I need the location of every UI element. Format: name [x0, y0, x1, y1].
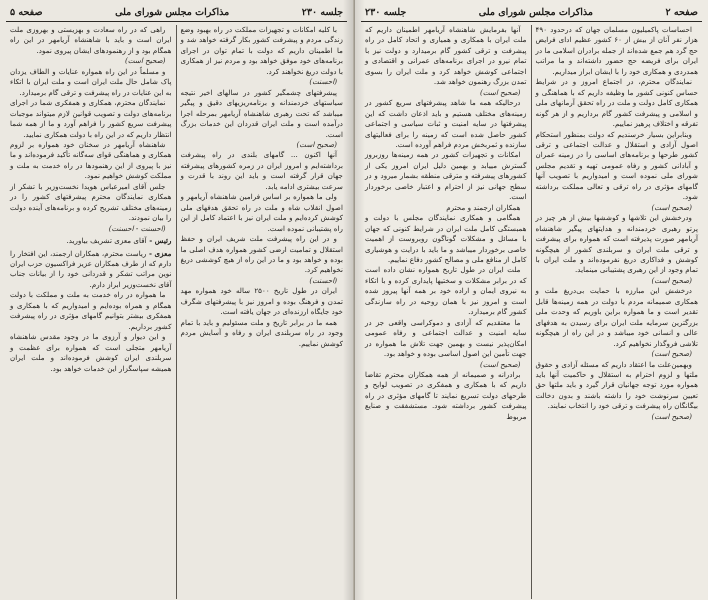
audience-reaction: (احسنت - احسنت) — [108, 223, 166, 233]
page-header — [6, 6, 347, 22]
paragraph: جلس آقای امیرعباس هویدا نخست‌وزیر با تشکر از همکاری نمایندگان محترم پیشرفتهای کشور را در زمینه‌های مختلف تشریح کرده و برنامه‌های آینده دولت را بیان نمودند. — [10, 181, 172, 223]
paragraph: شاهنشاه آریامهر در سخنان خود همواره بر لزوم همکاری و هماهنگی قوای سه‌گانه تأکید فرموده‌اند و ما نیز با پیروی از این رهنمودها در راه خدمت به ملت و مملکت کوشش خواهیم نمود. — [10, 139, 172, 181]
audience-reaction: (صحیح است) — [651, 202, 692, 212]
speaker-text: آقای معزی تشریف بیاورید. — [66, 236, 147, 246]
paragraph: درحالیکه همه ما شاهد پیشرفتهای سریع کشور در زمینه‌های مختلف هستیم و باید اذعان داشت که این پیشرفتها در سایه امنیت و ثبات سیاسی و اجتماعی کشور حاصل شده است که زمینه را برای فعالیتهای سازنده و ثمربخش مردم فراهم آورده است. — [365, 98, 527, 149]
paragraph: برادرانه و صمیمانه از همه همکاران محترم تقاضا داریم که با همکاری و همفکری در تصویب لوایح و طرحهای دولت تسریع نمایند تا گامهای مؤثری در راه پیشرفت کشور برداشته شود. مستشفقت و صنایع مربوط — [365, 369, 527, 421]
speaker-name: معزی - — [148, 248, 172, 258]
text-columns — [6, 25, 347, 599]
page-number: صفحه ۲ — [665, 7, 698, 18]
session-number: جلسه ۲۳۰ — [301, 7, 343, 18]
page-number: صفحه ۵ — [10, 7, 43, 18]
paragraph: همکاران ارجمند و محترم — [446, 202, 521, 212]
paragraph: همه ما در برابر تاریخ و ملت مسئولیم و باید با تمام وجود در راه سربلندی ایران و رفاه و آسایش مردم کوشش نماییم. — [180, 317, 343, 348]
audience-reaction: (صحیح است) — [651, 275, 692, 285]
paragraph: نمایندگان محترم، در اجتماع امروز و در شرایط حساس کنونی کشور ما وظیفه داریم که با هماهنگی و همکاری کامل دولت و ملت در راه تحقق آرمانهای ملی و اسلامی و پیشرفت کشور گام برداریم و از هر گونه تفرقه و اختلاف پرهیز نماییم. — [535, 77, 698, 129]
audience-reaction: (صحیح است) — [479, 359, 521, 369]
text-column — [177, 25, 348, 599]
audience-reaction: (صحیح است) — [651, 349, 692, 359]
audience-reaction: (صحیح است) — [651, 411, 692, 421]
audience-reaction: (احسنت) — [309, 77, 337, 87]
paragraph: آنها اکنون ... گامهای بلندی در راه پیشرفت برداشته‌ایم و امروز ایران در زمره کشورهای پیشرفته جهان قرار گرفته است و باید این روند با قدرت و سرعت بیشتری ادامه یابد. — [180, 150, 343, 191]
publication-title: مذاکرات مجلس شورای ملی — [115, 7, 230, 18]
paragraph: پیشرفتهای چشمگیر کشور در سالهای اخیر نتیجه سیاستهای خردمندانه و برنامه‌ریزیهای دقیق و پیگیر میباشد که تحت رهبری شاهنشاه آریامهر بمرحله اجرا درآمده است و ملت ایران قدردان این خدمات بزرگ است. — [180, 87, 343, 139]
paragraph: همگامی و همکاری نمایندگان مجلس با دولت و همبستگی کامل ملت ایران در شرایط کنونی که جهان با مسائل و مشکلات گوناگون روبروست از اهمیت خاصی برخوردار میباشد و ما باید با درایت و هوشیاری کامل از منافع ملی و مصالح کشور دفاع نماییم. — [365, 213, 527, 264]
speaker-name: رئیس - — [149, 236, 172, 246]
speaker-paragraph — [10, 236, 172, 246]
paragraph: با کلیه امکانات و تجهیزات مملکت در راه بهبود وضع زندگی مردم و پیشرفت کشور بکار گرفته خواهد شد و ما اطمینان داریم که دولت با تمام توان در اجرای برنامه‌های خود موفق خواهد بود و مردم نیز از همکاری با دولت دریغ نخواهند کرد. — [180, 25, 343, 76]
page-header — [361, 6, 702, 22]
paragraph: درخشش این مبارزه با حمایت بی‌دریغ ملت و همکاری صمیمانه مردم با دولت در همه زمینه‌ها قابل تقدیر است و ما همواره براین باوریم که وحدت ملی بزرگترین سرمایه ملت ایران برای رسیدن به هدفهای عالی و انسانی خود میباشد و در این راه از هیچگونه تلاشی فروگذار نخواهیم کرد. — [535, 286, 698, 348]
paragraph: ما همواره در راه خدمت به ملت و مملکت با دولت همگام و همراه بوده‌ایم و امیدواریم که با همکاری و همفکری بیشتر بتوانیم گامهای مؤثری در راه پیشرفت کشور برداریم. — [10, 290, 172, 331]
paragraph: ولی ما همواره بر اساس فرامین شاهنشاه آریامهر و اصول انقلاب شاه و ملت در راه تحقق هدفهای ملی کوشش کرده‌ایم و ملت ایران نیز با اعتماد کامل از این راه پشتیبانی نموده است. — [180, 192, 343, 233]
page-right — [354, 0, 708, 600]
text-column — [532, 25, 703, 599]
publication-title: مذاکرات مجلس شورای ملی — [478, 7, 593, 18]
paragraph: و این دیوار و آرزوی ما در وجود مقدس شاهنشاه آریامهر متجلی است که همواره برای عظمت و سربلندی ایران کوشش فرموده‌اند و ملت ایران همیشه سپاسگزار این خدمات خواهد بود. — [10, 332, 172, 373]
paragraph: امکانات و تجهیزات کشور در همه زمینه‌ها روزبروز گسترش مییابد و بهمین دلیل ایران امروز یکی از کشورهای پیشرفته و مترقی منطقه بشمار میرود و در سطح جهانی نیز از احترام و اعتبار خاصی برخوردار است. — [365, 150, 527, 202]
audience-reaction: (صحیح است) — [479, 87, 521, 97]
paragraph: و مسلماً در این راه همواره عنایات و الطاف یزدان پاک شامل حال ملت ایران است و ملت ایران با اتکاء به این عنایات در راه پیشرفت و ترقی گام برمیدارد. — [10, 66, 172, 97]
text-column — [361, 25, 532, 599]
audience-reaction: (احسنت) — [309, 275, 337, 285]
paragraph: وبنابراین بسیار خرسندیم که دولت بمنظور استحکام اصول آزادی و استقلال و عدالت اجتماعی و ترقی کشور طرحها و برنامه‌های اساسی را در زمینه عمران و آبادانی کشور و رفاه عمومی تهیه و تقدیم مجلس شورای ملی نموده است و امیدواریم با تصویب آنها گامهای مؤثری در راه ترقی و تعالی مملکت برداشته شود. — [535, 129, 698, 202]
paragraph: ایران در طول تاریخ ۲۵۰۰ ساله خود همواره مهد تمدن و فرهنگ بوده و امروز نیز با پیشرفتهای شگرف خود جایگاه ارزنده‌ای در جهان یافته است. — [180, 286, 343, 317]
text-columns — [361, 25, 702, 599]
paragraph: ودرخشش این تلاشها و کوششها بیش از هر چیز در پرتو رهبری خردمندانه و هدایتهای پیگیر شاهنشاه آریامهر صورت پذیرفته است که همواره برای پیشرفت و ترقی ملت ایران و سربلندی کشور از هیچگونه کوشش و فداکاری دریغ نفرموده‌اند و ملت ایران با تمام وجود از این رهبری پشتیبانی مینماید. — [535, 213, 698, 275]
audience-reaction: (صحیح است) — [124, 56, 166, 66]
speaker-text: ریاست محترم، همکاران ارجمند، این افتخار را دارم که از طرف همکاران عزیز فراکسیون حزب ایران نوین مراتب تشکر و قدردانی خود را از بیانات جناب آقای نخست‌وزیر ابراز دارم. — [10, 248, 172, 289]
paragraph: نمایندگان محترم، همکاری و همفکری شما در اجرای برنامه‌های دولت و تصویب قوانین لازم میتواند موجبات پیشرفت سریع کشور را فراهم آورد و ما از همه شما انتظار داریم که در این راه با دولت همکاری نمایید. — [10, 98, 172, 139]
paragraph: ما معتقدیم که آزادی و دموکراسی واقعی جز در سایه امنیت و عدالت اجتماعی و رفاه عمومی امکان‌پذیر نیست و بهمین جهت تلاش ما همواره در جهت تأمین این اصول اساسی بوده و خواهد بود. — [365, 317, 527, 359]
session-number: جلسه ۲۳۰ — [365, 7, 407, 18]
paragraph: آنها بفرمایش شاهنشاه آریامهر اطمینان داریم که ملت ایران با همکاری و همیاری و اتحاد کامل در راه پیشرفت و ترقی کشور گام برمیدارد و دولت نیز با تمام نیرو در اجرای برنامه‌های عمرانی و اقتصادی و اجتماعی کوشش خواهد کرد و ملت ایران را بسوی تمدن بزرگ رهنمون خواهد شد. — [365, 25, 527, 87]
paragraph: ملت ایران در طول تاریخ همواره نشان داده است که در برابر مشکلات و سختیها پایداری کرده و با اتکاء به نیروی ایمان و اراده خود بر همه آنها پیروز شده است و امروز نیز با همان روحیه در راه سازندگی کشور گام برمیدارد. — [365, 265, 527, 317]
paragraph: احساسات پاکمیلیون مسلمان جهان که درحدود ۴۹۰ هزار نفر آنان از بیش از ۶۰ کشور عظیم ادای فرایض حج گرد هم جمع شده‌اند از جمله برادران اسلامی ما در ایران برای فریضه حج حضور داشته‌اند و ما مراتب همدردی و همکاری خود را با ایشان ابراز میداریم. — [535, 25, 698, 76]
paragraph: و در این راه پیشرفت ملت شریف ایران و حفظ استقلال و تمامیت ارضی کشور همواره هدف اصلی ما بوده و خواهد بود و ما در این راه از هیچ کوششی دریغ نخواهیم کرد. — [180, 234, 343, 275]
speaker-paragraph — [10, 249, 172, 291]
paragraph: راهی که در راه سعادت و بهزیستی و بهروزی ملت ایران است و باید با شاهنشاه آریامهر در این راه همگام بود و از رهنمودهای ایشان پیروی نمود. — [10, 25, 172, 55]
audience-reaction: (صحیح است) — [296, 139, 337, 149]
paragraph: وبهمین‌علت ما اعتقاد داریم که مسئله آزادی و حقوق ملتها و لزوم احترام به استقلال و حاکمیت آنها باید همواره مورد توجه جهانیان قرار گیرد و باید ملتها حق تعیین سرنوشت خود را داشته باشند و بدون دخالت بیگانگان راه پیشرفت و ترقی خود را انتخاب نمایند. — [535, 359, 698, 411]
text-column — [6, 25, 177, 599]
